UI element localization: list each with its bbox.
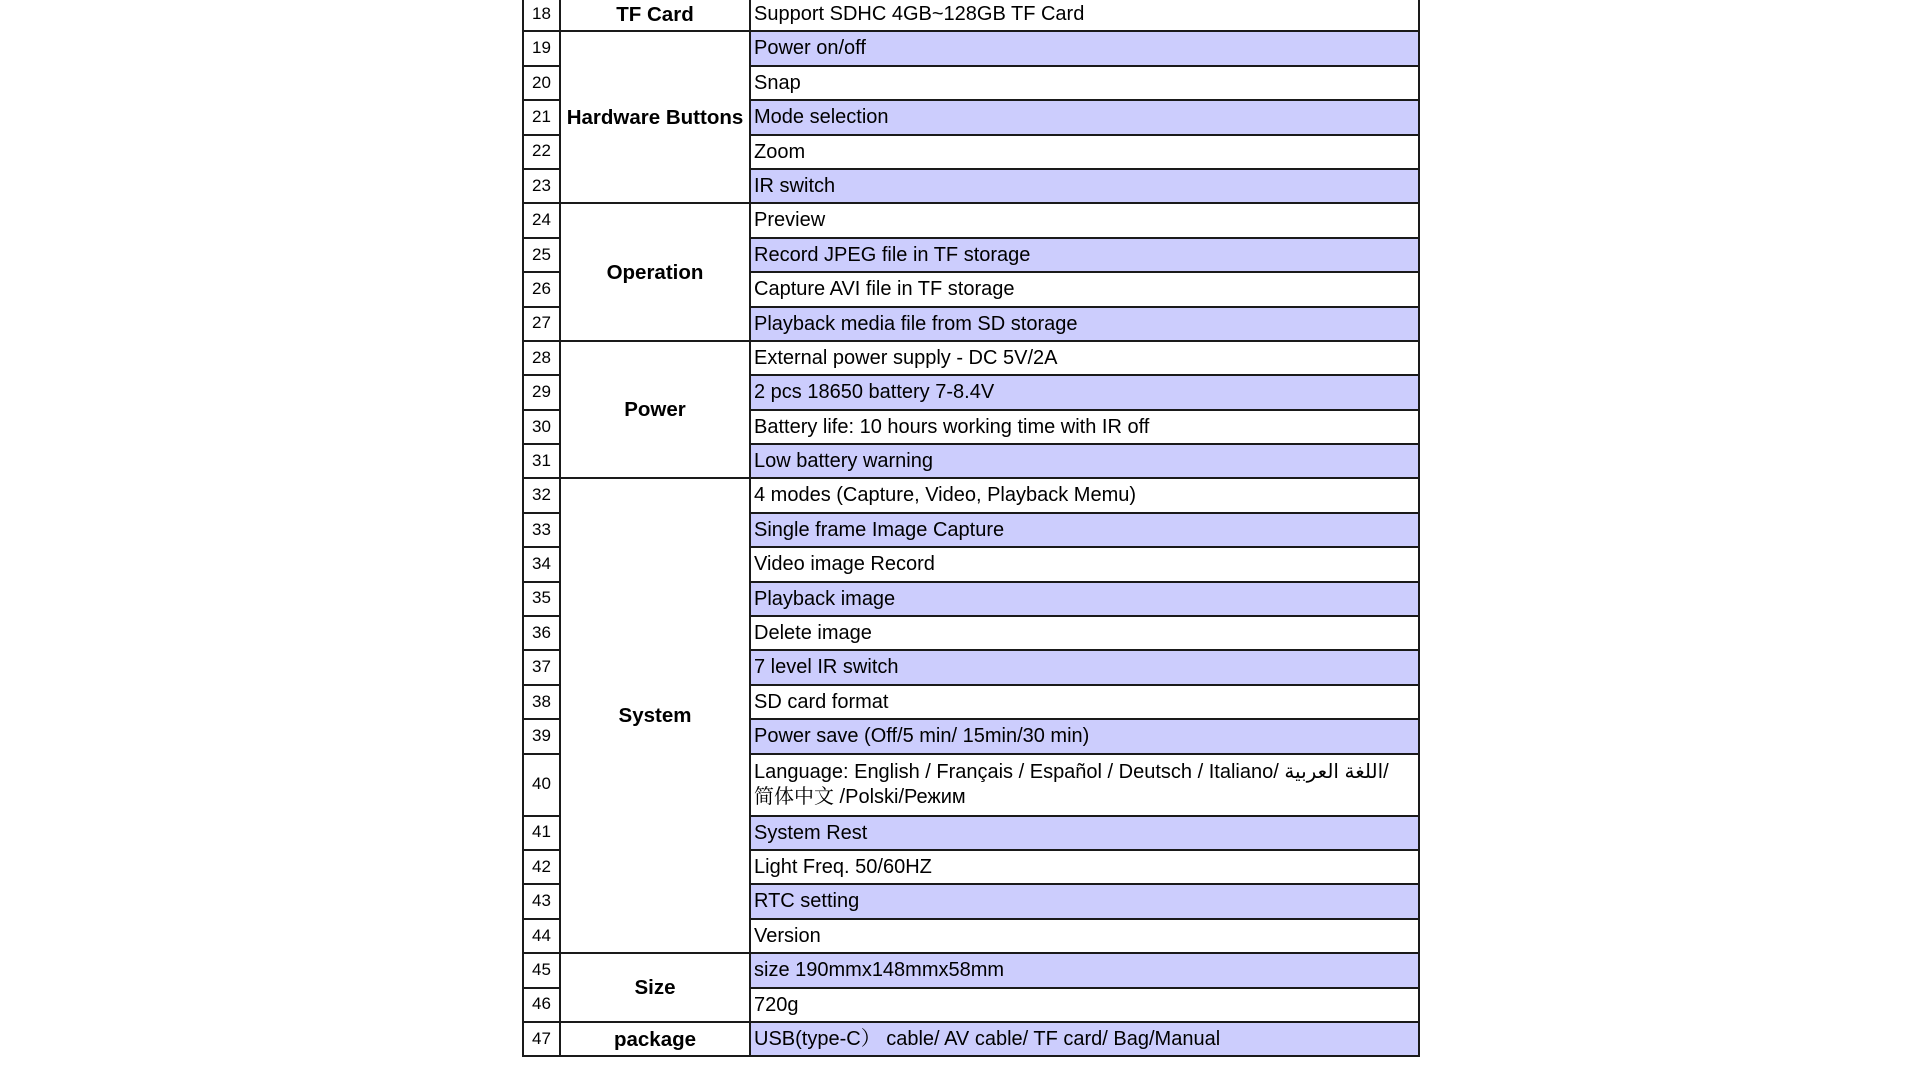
spec-table [522,0,1420,1057]
row-number: 18 [523,0,560,31]
table-row [523,478,1419,512]
feature-description: Preview [750,203,1419,237]
category-cell: package [560,1022,750,1056]
row-number: 22 [523,135,560,169]
row-number: 28 [523,341,560,375]
row-number: 25 [523,238,560,272]
row-number: 21 [523,100,560,134]
feature-description: Version [750,919,1419,953]
table-row [523,341,1419,375]
feature-description: Capture AVI file in TF storage [750,272,1419,306]
row-number: 41 [523,816,560,850]
feature-description: Mode selection [750,100,1419,134]
row-number: 33 [523,513,560,547]
category-cell: Hardware Buttons [560,31,750,203]
feature-description: Zoom [750,135,1419,169]
feature-description: Video image Record [750,547,1419,581]
feature-description: Low battery warning [750,444,1419,478]
row-number: 42 [523,850,560,884]
category-cell: Power [560,341,750,479]
row-number: 37 [523,650,560,684]
feature-description: RTC setting [750,884,1419,918]
feature-description: External power supply - DC 5V/2A [750,341,1419,375]
row-number: 31 [523,444,560,478]
feature-description: size 190mmx148mmx58mm [750,953,1419,987]
row-number: 36 [523,616,560,650]
table-row [523,31,1419,65]
category-cell: System [560,478,750,953]
table-row [523,203,1419,237]
feature-description: Language: English / Français / Español / Deutsch / Italiano/ اللغة العربية/ 简体中文 /Polski/Режим [750,754,1419,816]
table-row [523,0,1419,31]
feature-description: 2 pcs 18650 battery 7-8.4V [750,375,1419,409]
row-number: 24 [523,203,560,237]
feature-description: Delete image [750,616,1419,650]
category-cell: Size [560,953,750,1022]
row-number: 38 [523,685,560,719]
row-number: 19 [523,31,560,65]
feature-description: System Rest [750,816,1419,850]
table-row [523,1022,1419,1056]
feature-description: 4 modes (Capture, Video, Playback Memu) [750,478,1419,512]
feature-description: Playback media file from SD storage [750,307,1419,341]
feature-description: Snap [750,66,1419,100]
feature-description: Power on/off [750,31,1419,65]
row-number: 29 [523,375,560,409]
row-number: 39 [523,719,560,753]
row-number: 47 [523,1022,560,1056]
row-number: 23 [523,169,560,203]
row-number: 35 [523,582,560,616]
feature-description: 7 level IR switch [750,650,1419,684]
feature-description: Power save (Off/5 min/ 15min/30 min) [750,719,1419,753]
row-number: 27 [523,307,560,341]
feature-description: SD card format [750,685,1419,719]
table-row [523,953,1419,987]
feature-description: IR switch [750,169,1419,203]
feature-description: Battery life: 10 hours working time with IR off [750,410,1419,444]
feature-description: Support SDHC 4GB~128GB TF Card [750,0,1419,31]
feature-description: 720g [750,988,1419,1022]
feature-description: USB(type-C） cable/ AV cable/ TF card/ Bag/Manual [750,1022,1419,1056]
row-number: 45 [523,953,560,987]
row-number: 30 [523,410,560,444]
row-number: 26 [523,272,560,306]
feature-description: Light Freq. 50/60HZ [750,850,1419,884]
feature-description: Record JPEG file in TF storage [750,238,1419,272]
feature-description: Playback image [750,582,1419,616]
row-number: 34 [523,547,560,581]
row-number: 20 [523,66,560,100]
row-number: 43 [523,884,560,918]
row-number: 46 [523,988,560,1022]
feature-description: Single frame Image Capture [750,513,1419,547]
category-cell: TF Card [560,0,750,31]
row-number: 44 [523,919,560,953]
spec-table-body [523,0,1419,1056]
row-number: 40 [523,754,560,816]
row-number: 32 [523,478,560,512]
category-cell: Operation [560,203,750,341]
